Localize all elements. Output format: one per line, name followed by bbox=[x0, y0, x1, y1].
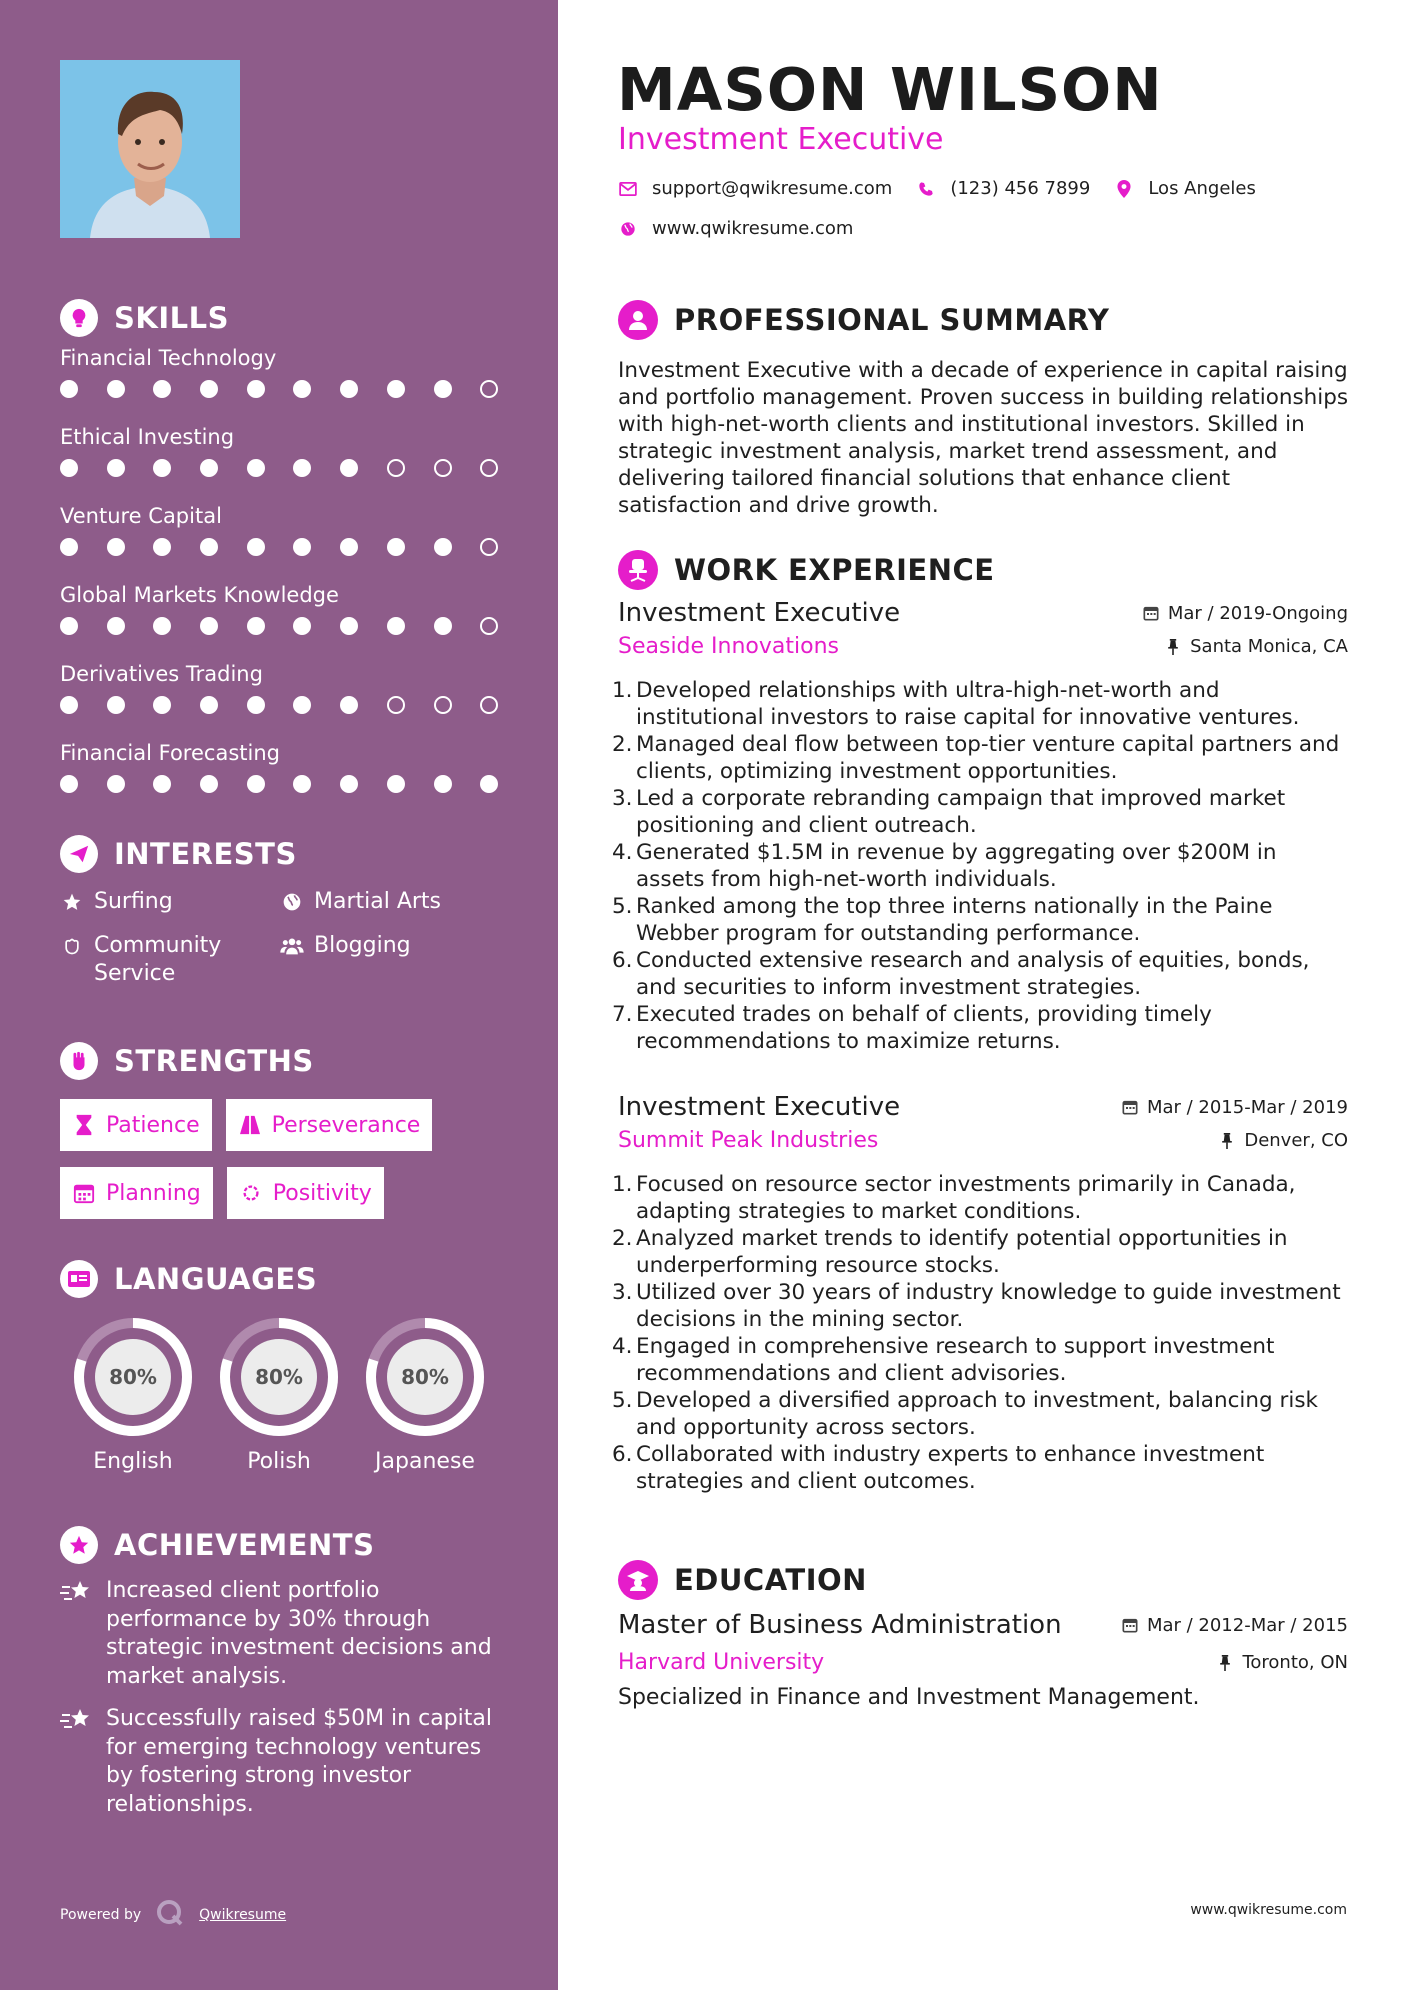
language-name: Polish bbox=[247, 1449, 311, 1474]
people-icon bbox=[280, 932, 304, 960]
rating-dot-filled bbox=[107, 617, 125, 635]
skill-item bbox=[60, 737, 500, 812]
interests-list bbox=[60, 888, 500, 988]
strengths-header bbox=[60, 1041, 500, 1081]
rating-dot-filled bbox=[153, 459, 171, 477]
paper-plane-icon bbox=[60, 835, 98, 873]
summary-header bbox=[618, 299, 1348, 341]
rating-dot-filled bbox=[293, 617, 311, 635]
strength-chip bbox=[60, 1167, 213, 1219]
bullet-number: 2. bbox=[612, 1226, 633, 1251]
rating-dot-filled bbox=[293, 538, 311, 556]
calendar-icon bbox=[1121, 1616, 1139, 1634]
job-role: Investment Executive bbox=[618, 598, 901, 628]
bullet-number: 1. bbox=[612, 678, 633, 703]
rating-dot-filled bbox=[153, 380, 171, 398]
education-entry bbox=[618, 1610, 1348, 1710]
education-date bbox=[1121, 1615, 1348, 1636]
skill-name: Venture Capital bbox=[60, 504, 222, 528]
rating-dot-filled bbox=[293, 380, 311, 398]
candidate-title: Investment Executive bbox=[618, 122, 944, 157]
strength-label: Perseverance bbox=[271, 1112, 421, 1138]
contact-location: Los Angeles bbox=[1148, 178, 1256, 199]
job-row bbox=[618, 598, 1348, 628]
rating-dot-filled bbox=[387, 617, 405, 635]
rating-dot-filled bbox=[60, 775, 78, 793]
rating-dot-filled bbox=[387, 380, 405, 398]
rating-dot-filled bbox=[153, 775, 171, 793]
strength-chip bbox=[227, 1167, 384, 1219]
rating-dot-filled bbox=[153, 617, 171, 635]
powered-by bbox=[60, 1898, 286, 1932]
rating-dot-filled bbox=[340, 538, 358, 556]
qwikresume-logo-icon bbox=[155, 1898, 185, 1932]
job-bullets bbox=[612, 677, 1348, 1055]
bullet-text: Led a corporate rebranding campaign that improved market positioning and client outreach. bbox=[636, 786, 1286, 838]
language-percent: 80% bbox=[401, 1365, 449, 1389]
rating-dot-filled bbox=[200, 617, 218, 635]
hourglass-icon bbox=[72, 1113, 96, 1137]
skills-list bbox=[60, 342, 500, 812]
rating-dot-empty bbox=[434, 696, 452, 714]
education-date-text: Mar / 2012-Mar / 2015 bbox=[1146, 1614, 1348, 1636]
rating-dot-empty bbox=[480, 696, 498, 714]
id-card-icon bbox=[60, 1260, 98, 1298]
email-icon bbox=[618, 179, 638, 199]
strength-label: Patience bbox=[106, 1112, 200, 1138]
summary-section bbox=[618, 299, 1348, 519]
rating-dot-filled bbox=[200, 380, 218, 398]
job-bullet bbox=[612, 893, 1348, 947]
language-progress-ring bbox=[219, 1317, 339, 1437]
bullet-text: Conducted extensive research and analysis of equities, bonds, and securities to inform investment strategies. bbox=[636, 948, 1310, 1000]
bullet-number: 5. bbox=[612, 894, 633, 919]
location-icon bbox=[1114, 179, 1134, 199]
interests-section bbox=[60, 834, 500, 988]
job-role: Investment Executive bbox=[618, 1092, 901, 1122]
rating-dot-filled bbox=[200, 459, 218, 477]
rating-dot-empty bbox=[480, 380, 498, 398]
star-icon bbox=[60, 888, 84, 916]
rating-dot-filled bbox=[247, 380, 265, 398]
education-row bbox=[618, 1610, 1348, 1640]
user-icon bbox=[618, 300, 658, 340]
interest-label: Community Service bbox=[94, 933, 222, 986]
rating-dot-filled bbox=[200, 775, 218, 793]
education-description: Specialized in Finance and Investment Management. bbox=[618, 1685, 1200, 1710]
powered-brand-link[interactable]: Qwikresume bbox=[199, 1907, 287, 1923]
languages-section bbox=[60, 1259, 500, 1474]
bullet-text: Focused on resource sector investments primarily in Canada, adapting strategies to market conditions. bbox=[636, 1172, 1296, 1224]
job-bullet bbox=[612, 1387, 1348, 1441]
achievements-header bbox=[60, 1525, 500, 1565]
language-item bbox=[206, 1317, 352, 1474]
job-bullet bbox=[612, 1225, 1348, 1279]
bullet-number: 6. bbox=[612, 1442, 633, 1467]
job-company: Summit Peak Industries bbox=[618, 1128, 879, 1153]
languages-list bbox=[60, 1317, 500, 1474]
globe-icon bbox=[618, 219, 638, 239]
calendar-icon bbox=[1142, 604, 1160, 622]
strength-chip bbox=[226, 1099, 433, 1151]
rating-dot-filled bbox=[247, 775, 265, 793]
rating-dot-filled bbox=[60, 617, 78, 635]
language-item bbox=[60, 1317, 206, 1474]
rating-dot-filled bbox=[60, 538, 78, 556]
job-bullets bbox=[612, 1171, 1348, 1495]
rating-dot-filled bbox=[247, 696, 265, 714]
job-bullet bbox=[612, 1333, 1348, 1387]
education-section bbox=[618, 1559, 1348, 1601]
hand-icon bbox=[60, 932, 84, 960]
rating-dot-filled bbox=[153, 696, 171, 714]
education-row bbox=[618, 1650, 1348, 1675]
rating-dot-filled bbox=[434, 775, 452, 793]
rating-dot-filled bbox=[247, 538, 265, 556]
job-date-text: Mar / 2015-Mar / 2019 bbox=[1146, 1096, 1348, 1118]
job-row bbox=[618, 634, 1348, 659]
job-location-text: Denver, CO bbox=[1244, 1130, 1348, 1151]
rating-dot-filled bbox=[293, 775, 311, 793]
job-row bbox=[618, 1128, 1348, 1153]
job-bullet bbox=[612, 1279, 1348, 1333]
skill-rating bbox=[60, 453, 500, 483]
language-percent: 80% bbox=[109, 1365, 157, 1389]
language-progress-ring bbox=[365, 1317, 485, 1437]
skill-name: Financial Technology bbox=[60, 346, 277, 370]
bullet-number: 4. bbox=[612, 1334, 633, 1359]
footer-url[interactable]: www.qwikresume.com bbox=[1190, 1902, 1347, 1918]
language-name: English bbox=[93, 1449, 173, 1474]
graduate-icon bbox=[618, 1560, 658, 1600]
bullet-text: Developed relationships with ultra-high-net-worth and institutional investors to raise capital for innovative ventures. bbox=[636, 678, 1300, 730]
powered-prefix: Powered by bbox=[60, 1907, 142, 1923]
skill-rating bbox=[60, 769, 500, 799]
education-school: Harvard University bbox=[618, 1650, 825, 1675]
phone-icon bbox=[916, 179, 936, 199]
contact-phone[interactable]: (123) 456 7899 bbox=[950, 178, 1091, 199]
pin-icon bbox=[1216, 1654, 1234, 1672]
job-bullet bbox=[612, 1441, 1348, 1495]
pin-icon bbox=[1218, 1132, 1236, 1150]
strengths-title: STRENGTHS bbox=[114, 1044, 314, 1078]
bullet-number: 6. bbox=[612, 948, 633, 973]
bullet-number: 3. bbox=[612, 1280, 633, 1305]
skill-name: Global Markets Knowledge bbox=[60, 583, 339, 607]
rating-dot-filled bbox=[60, 696, 78, 714]
skill-rating bbox=[60, 611, 500, 641]
job-bullet bbox=[612, 1001, 1348, 1055]
language-percent: 80% bbox=[255, 1365, 303, 1389]
contact-row bbox=[618, 218, 877, 239]
bullet-text: Developed a diversified approach to investment, balancing risk and opportunity across sectors. bbox=[636, 1388, 1318, 1440]
education-degree: Master of Business Administration bbox=[618, 1610, 1062, 1640]
achievement-text: Successfully raised $50M in capital for emerging technology ventures by fostering strong investor relationships. bbox=[106, 1706, 492, 1817]
interest-item bbox=[280, 888, 500, 916]
interest-label: Surfing bbox=[94, 889, 173, 914]
rating-dot-filled bbox=[293, 696, 311, 714]
main-content bbox=[558, 0, 1407, 1990]
rating-dot-empty bbox=[480, 459, 498, 477]
education-location bbox=[1216, 1652, 1348, 1673]
skill-rating bbox=[60, 374, 500, 404]
job-bullet bbox=[612, 1171, 1348, 1225]
rating-dot-empty bbox=[387, 696, 405, 714]
interest-item bbox=[280, 932, 500, 988]
skill-name: Derivatives Trading bbox=[60, 662, 263, 686]
bullet-text: Generated $1.5M in revenue by aggregating over $200M in assets from high-net-worth individuals. bbox=[636, 840, 1277, 892]
bullet-text: Utilized over 30 years of industry knowledge to guide investment decisions in the mining sector. bbox=[636, 1280, 1341, 1332]
education-title: EDUCATION bbox=[674, 1563, 867, 1597]
job-company: Seaside Innovations bbox=[618, 634, 839, 659]
calendar-icon bbox=[72, 1181, 96, 1205]
rating-dot-filled bbox=[247, 459, 265, 477]
bullet-number: 7. bbox=[612, 1002, 633, 1027]
interest-label: Martial Arts bbox=[314, 889, 442, 914]
rating-dot-filled bbox=[340, 380, 358, 398]
languages-header bbox=[60, 1259, 500, 1299]
strength-label: Planning bbox=[106, 1180, 201, 1206]
skills-header bbox=[60, 298, 500, 338]
rating-dot-filled bbox=[200, 696, 218, 714]
language-progress-ring bbox=[73, 1317, 193, 1437]
rating-dot-filled bbox=[340, 459, 358, 477]
rating-dot-empty bbox=[480, 617, 498, 635]
rating-dot-filled bbox=[434, 380, 452, 398]
bullet-text: Executed trades on behalf of clients, providing timely recommendations to maximize returns. bbox=[636, 1002, 1212, 1054]
bullet-number: 2. bbox=[612, 732, 633, 757]
rating-dot-filled bbox=[107, 775, 125, 793]
language-item bbox=[352, 1317, 498, 1474]
achievements-section bbox=[60, 1525, 500, 1819]
strength-label: Positivity bbox=[272, 1180, 372, 1206]
achievement-text: Increased client portfolio performance by 30% through strategic investment decisions and market analysis. bbox=[106, 1578, 492, 1689]
interest-label: Blogging bbox=[314, 933, 411, 958]
globe-icon bbox=[280, 888, 304, 916]
summary-text: Investment Executive with a decade of experience in capital raising and portfolio management. Proven success in building relationships with high-net-worth clients and institutional investors. Skilled in strategic investment analysis, market trend assessment, and delivering tailored financial solutions that enhance client satisfaction and drive growth. bbox=[618, 358, 1349, 518]
experience-header bbox=[618, 549, 1348, 591]
interests-header bbox=[60, 834, 500, 874]
job-row bbox=[618, 1092, 1348, 1122]
job-bullet bbox=[612, 839, 1348, 893]
rating-dot-filled bbox=[247, 617, 265, 635]
education-location-text: Toronto, ON bbox=[1242, 1652, 1348, 1673]
rating-dot-filled bbox=[153, 538, 171, 556]
rating-dot-filled bbox=[340, 696, 358, 714]
skill-item bbox=[60, 421, 500, 496]
bullet-number: 3. bbox=[612, 786, 633, 811]
rating-dot-filled bbox=[480, 775, 498, 793]
achievements-title: ACHIEVEMENTS bbox=[114, 1528, 375, 1562]
bullet-text: Analyzed market trends to identify potential opportunities in underperforming resource stocks. bbox=[636, 1226, 1288, 1278]
experience-title: WORK EXPERIENCE bbox=[674, 553, 995, 587]
job-location-text: Santa Monica, CA bbox=[1190, 636, 1348, 657]
shooting-star-icon bbox=[60, 1577, 94, 1611]
strength-chip bbox=[60, 1099, 212, 1151]
job-entry bbox=[612, 598, 1348, 1055]
pin-icon bbox=[1164, 638, 1182, 656]
strengths-list bbox=[60, 1099, 500, 1235]
bullet-number: 5. bbox=[612, 1388, 633, 1413]
rating-dot-filled bbox=[387, 775, 405, 793]
skill-rating bbox=[60, 532, 500, 562]
sidebar bbox=[0, 0, 558, 1990]
interest-item bbox=[60, 932, 280, 988]
job-bullet bbox=[612, 677, 1348, 731]
strengths-section bbox=[60, 1041, 500, 1235]
skill-item bbox=[60, 342, 500, 417]
skill-name: Financial Forecasting bbox=[60, 741, 280, 765]
job-bullet bbox=[612, 785, 1348, 839]
skill-item bbox=[60, 658, 500, 733]
skill-item bbox=[60, 500, 500, 575]
bullet-text: Ranked among the top three interns nationally in the Paine Webber program for outstanding performance. bbox=[636, 894, 1273, 946]
rating-dot-filled bbox=[340, 617, 358, 635]
achievement-item bbox=[60, 1705, 500, 1819]
language-name: Japanese bbox=[375, 1449, 475, 1474]
fist-icon bbox=[60, 1042, 98, 1080]
sun-icon bbox=[239, 1181, 263, 1205]
bullet-text: Collaborated with industry experts to enhance investment strategies and client outcomes. bbox=[636, 1442, 1265, 1494]
rating-dot-filled bbox=[293, 459, 311, 477]
rating-dot-empty bbox=[434, 459, 452, 477]
bullet-number: 1. bbox=[612, 1172, 633, 1197]
skill-rating bbox=[60, 690, 500, 720]
lightbulb-icon bbox=[60, 299, 98, 337]
job-date-text: Mar / 2019-Ongoing bbox=[1167, 602, 1348, 624]
rating-dot-filled bbox=[434, 538, 452, 556]
languages-title: LANGUAGES bbox=[114, 1262, 318, 1296]
contact-email[interactable]: support@qwikresume.com bbox=[652, 178, 893, 199]
rating-dot-filled bbox=[107, 459, 125, 477]
job-date bbox=[1142, 603, 1348, 624]
rating-dot-filled bbox=[387, 538, 405, 556]
rating-dot-filled bbox=[60, 459, 78, 477]
skill-name: Ethical Investing bbox=[60, 425, 235, 449]
job-bullet bbox=[612, 731, 1348, 785]
rating-dot-filled bbox=[107, 696, 125, 714]
bullet-text: Managed deal flow between top-tier venture capital partners and clients, optimizing investment opportunities. bbox=[636, 732, 1340, 784]
summary-title: PROFESSIONAL SUMMARY bbox=[674, 303, 1110, 337]
rating-dot-filled bbox=[340, 775, 358, 793]
bullet-text: Engaged in comprehensive research to support investment recommendations and client advisories. bbox=[636, 1334, 1275, 1386]
calendar-icon bbox=[1121, 1098, 1139, 1116]
achievement-item bbox=[60, 1577, 500, 1691]
skills-title: SKILLS bbox=[114, 301, 229, 335]
rating-dot-filled bbox=[107, 538, 125, 556]
profile-photo bbox=[60, 60, 240, 238]
skills-section bbox=[60, 298, 500, 812]
job-location bbox=[1218, 1130, 1348, 1151]
office-chair-icon bbox=[618, 550, 658, 590]
experience-section bbox=[618, 549, 1348, 591]
rating-dot-filled bbox=[107, 380, 125, 398]
job-location bbox=[1164, 636, 1348, 657]
shooting-star-icon bbox=[60, 1705, 94, 1739]
job-entry bbox=[612, 1092, 1348, 1495]
skill-item bbox=[60, 579, 500, 654]
rating-dot-filled bbox=[60, 380, 78, 398]
job-bullet bbox=[612, 947, 1348, 1001]
rating-dot-filled bbox=[200, 538, 218, 556]
contact-website[interactable]: www.qwikresume.com bbox=[652, 218, 854, 239]
candidate-name: MASON WILSON bbox=[617, 55, 1163, 124]
contact-row bbox=[618, 178, 1280, 199]
rating-dot-filled bbox=[434, 617, 452, 635]
star-badge-icon bbox=[60, 1526, 98, 1564]
road-icon bbox=[238, 1113, 262, 1137]
job-date bbox=[1121, 1097, 1348, 1118]
rating-dot-empty bbox=[480, 538, 498, 556]
bullet-number: 4. bbox=[612, 840, 633, 865]
education-header bbox=[618, 1559, 1348, 1601]
interests-title: INTERESTS bbox=[114, 837, 297, 871]
interest-item bbox=[60, 888, 280, 916]
rating-dot-empty bbox=[387, 459, 405, 477]
